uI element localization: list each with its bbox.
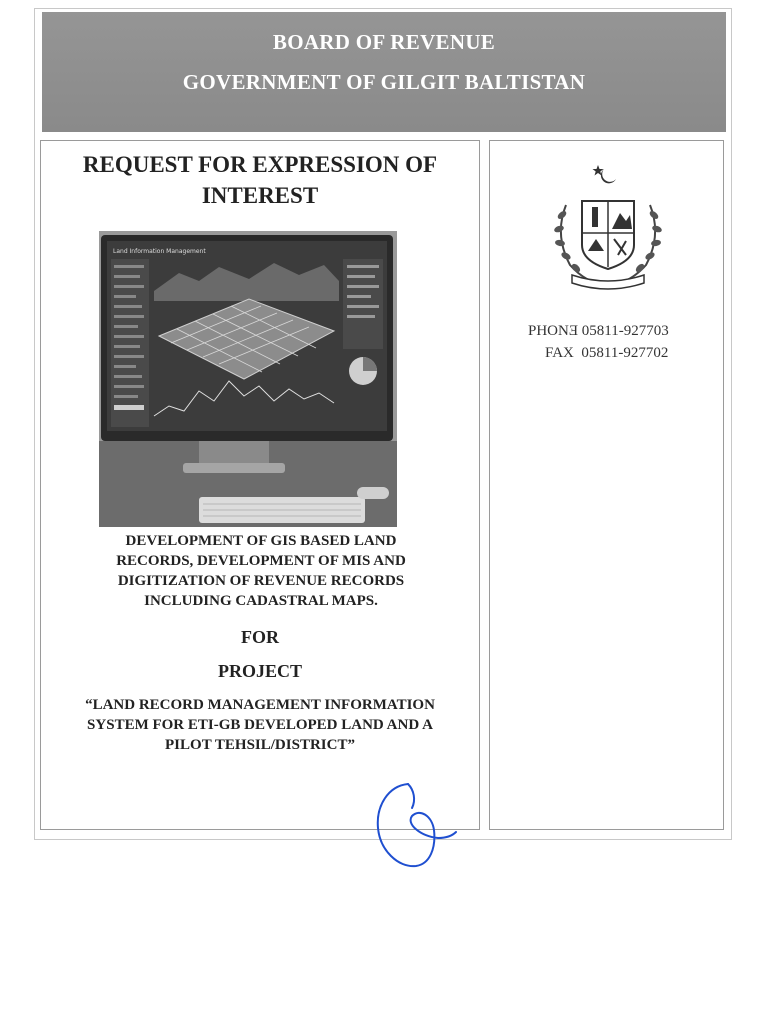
- document-title: [41, 149, 479, 211]
- fax-row: [545, 345, 668, 362]
- for-label: FOR: [241, 627, 279, 647]
- project-name-line-1: “LAND RECORD MANAGEMENT INFORMATION: [85, 697, 435, 713]
- right-panel: [489, 140, 724, 830]
- title-line-2: INTEREST: [201, 183, 319, 208]
- gilgit-baltistan-emblem: [546, 155, 670, 295]
- screen-title-label: Land Information Management: [113, 248, 206, 255]
- development-line-3: DIGITIZATION OF REVENUE RECORDS: [117, 573, 405, 589]
- development-line-4: INCLUDING CADASTRAL MAPS.: [144, 593, 378, 609]
- title-line-1: REQUEST FOR EXPRESSION OF: [82, 152, 438, 177]
- development-line-1: DEVELOPMENT OF GIS BASED LAND: [125, 533, 397, 549]
- project-name-line-3: PILOT TEHSIL/DISTRICT”: [165, 737, 355, 753]
- header-title-government: GOVERNMENT OF GILGIT BALTISTAN: [182, 70, 586, 94]
- project-name: [47, 695, 473, 755]
- fax-label: FAX: [545, 345, 574, 361]
- phone-row: [528, 323, 669, 340]
- left-panel: [40, 140, 480, 830]
- project-name-line-2: SYSTEM FOR ETI-GB DEVELOPED LAND AND A: [87, 717, 433, 733]
- handwritten-signature: [368, 778, 460, 874]
- phone-label: PHONƎ: [528, 323, 579, 339]
- project-label: PROJECT: [217, 661, 302, 681]
- computer-monitor-image: [99, 231, 397, 527]
- development-line-2: RECORDS, DEVELOPMENT OF MIS AND: [116, 553, 406, 569]
- header-title-board: BOARD OF REVENUE: [272, 30, 496, 54]
- header-band: [42, 12, 726, 132]
- phone-number: 05811-927703: [581, 323, 669, 339]
- fax-number: 05811-927702: [581, 345, 669, 361]
- development-description: [61, 531, 461, 611]
